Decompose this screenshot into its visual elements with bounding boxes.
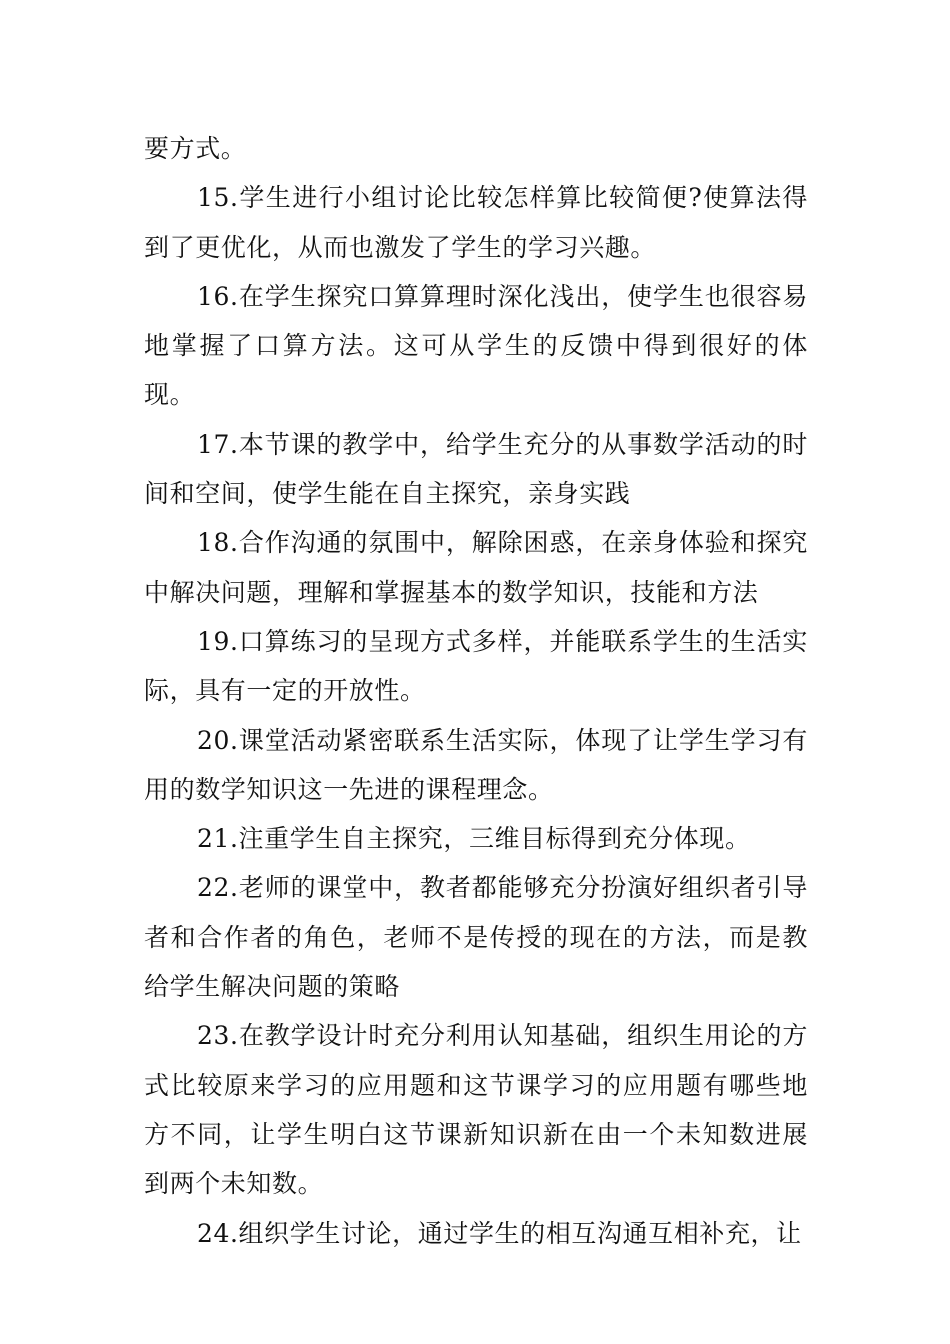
document-body: [144, 124, 808, 1258]
paragraph-item-22: 22.老师的课堂中，教者都能够充分扮演好组织者引导者和合作者的角色，老师不是传授的现在的方法，而是教给学生解决问题的策略: [144, 873, 808, 1002]
paragraph-item-18: 18.合作沟通的氛围中，解除困惑，在亲身体验和探究中解决问题，理解和掌握基本的数学知识，技能和方法: [144, 528, 808, 607]
paragraph-item-24: 24.组织学生讨论，通过学生的相互沟通互相补充，让: [197, 1218, 802, 1248]
paragraph-item-19: 19.口算练习的呈现方式多样，并能联系学生的生活实际，具有一定的开放性。: [144, 626, 808, 706]
paragraph-item-20: 20.课堂活动紧密联系生活实际，体现了让学生学习有用的数学知识这一先进的课程理念。: [144, 725, 808, 804]
paragraph-item-23: 23.在教学设计时充分利用认知基础，组织生用论的方式比较原来学习的应用题和这节课学习的应用题有哪些地方不同，让学生明白这节课新知识新在由一个未知数进展到两个未知数。: [144, 1021, 808, 1199]
paragraph-item-15: 15.学生进行小组讨论比较怎样算比较简便?使算法得到了更优化，从而也激发了学生的学习兴趣。: [144, 183, 808, 262]
paragraph-item-21: 21.注重学生自主探究，三维目标得到充分体现。: [197, 824, 751, 854]
paragraph-item-16: 16.在学生探究口算算理时深化浅出，使学生也很容易地掌握了口算方法。这可从学生的反馈中得到很好的体现。: [144, 281, 808, 410]
paragraph-item-17: 17.本节课的教学中，给学生充分的从事数学活动的时间和空间，使学生能在自主探究，亲身实践: [144, 429, 808, 509]
paragraph-continuation: 要方式。: [144, 134, 247, 163]
